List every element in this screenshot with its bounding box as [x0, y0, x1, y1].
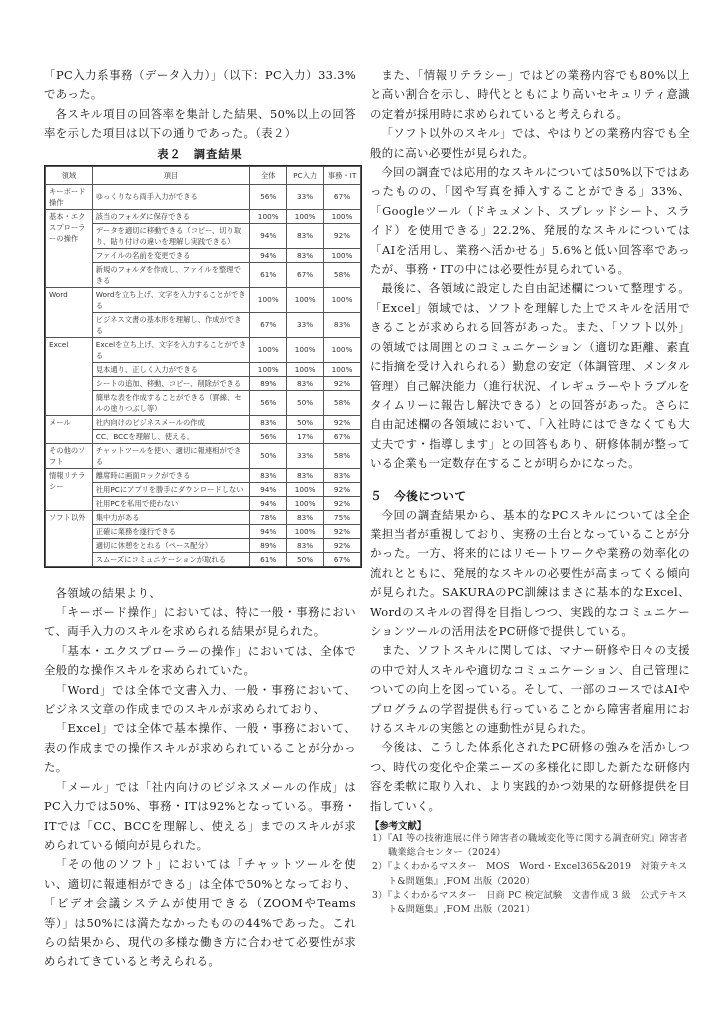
- table-row: [46, 468, 361, 482]
- all-cell: 94%: [250, 496, 287, 510]
- domain-cell: Word: [46, 287, 93, 337]
- office-it-cell: 92%: [324, 538, 361, 552]
- all-cell: 56%: [250, 390, 287, 415]
- item-cell: Wordを立ち上げ、文字を入力することができる: [92, 287, 250, 312]
- table-row: [46, 223, 361, 248]
- header-pc-input: PC入力: [287, 166, 324, 184]
- pc-input-cell: 100%: [287, 482, 324, 496]
- table-row: [46, 287, 361, 312]
- pc-input-cell: 50%: [287, 552, 324, 566]
- body-paragraph: 各領域の結果より、: [55, 585, 162, 600]
- body-paragraph: 「ソフト以外のスキル」では、やはりどの業務内容でも全般的に高い必要性が見られた。: [370, 126, 690, 160]
- pc-input-cell: 83%: [287, 510, 324, 524]
- office-it-cell: 100%: [324, 287, 361, 312]
- table-row: [46, 337, 361, 362]
- item-cell: 社用PCを私用で使わない: [92, 496, 250, 510]
- item-cell: 見本通り、正しく入力ができる: [92, 362, 250, 376]
- all-cell: 61%: [250, 552, 287, 566]
- item-cell: CC、BCCを理解し、使える。: [92, 429, 250, 443]
- item-cell: ゆっくりなら両手入力ができる: [92, 184, 250, 209]
- pc-input-cell: 100%: [287, 287, 324, 312]
- all-cell: 100%: [250, 337, 287, 362]
- table-row: [46, 376, 361, 390]
- all-cell: 83%: [250, 468, 287, 482]
- header-domain: 領域: [46, 166, 93, 184]
- all-cell: 56%: [250, 429, 287, 443]
- all-cell: 78%: [250, 510, 287, 524]
- body-paragraph: 「その他のソフト」においては「チャットツールを使い、適切に報連相ができる」は全体で50%となっており、「ビデオ会議システムが使用できる（ZOOMやTeams等）」は50%には満たなかったものの44%であった。これらの結果から、現代の多様な働き方に合わせて必要性が求められてきていると考えられる。: [44, 857, 356, 969]
- pc-input-cell: 100%: [287, 209, 324, 223]
- references-list: [370, 832, 690, 917]
- all-cell: 100%: [250, 362, 287, 376]
- table-row: [46, 362, 361, 376]
- office-it-cell: 67%: [324, 552, 361, 566]
- intro-paragraph: 各スキル項目の回答率を集計した結果、50%以上の回答率を示した項目は以下の通りであった。（表２）: [44, 106, 356, 141]
- pc-input-cell: 100%: [287, 362, 324, 376]
- item-cell: 離席時に画面ロックができる: [92, 468, 250, 482]
- body-paragraph: 「Word」では全体で文書入力、一般・事務において、ビジネス文章の作成までのスキルが求められており、: [44, 682, 356, 717]
- body-paragraph: 今後は、こうした体系化されたPC研修の強みを活かしつつ、時代の変化や企業ニーズの多様化に即した新たな研修内容を柔軟に取り入れ、より実践的かつ効果的な研修提供を目指していく。: [370, 740, 690, 813]
- right-body-text-b: [370, 506, 690, 817]
- office-it-cell: 92%: [324, 524, 361, 538]
- reference-item: 1）『AI 等の技術進展に伴う障害者の職域変化等に関する調査研究』障害者職業総合センター（2024）: [372, 833, 688, 859]
- table-body: [46, 184, 361, 566]
- all-cell: 100%: [250, 209, 287, 223]
- all-cell: 56%: [250, 184, 287, 209]
- table-row: [46, 482, 361, 496]
- item-cell: 該当のフォルダに保存できる: [92, 209, 250, 223]
- all-cell: 89%: [250, 538, 287, 552]
- item-cell: チャットツールを使い、適切に報連相ができる: [92, 443, 250, 468]
- body-paragraph: 今回の調査結果から、基本的なPCスキルについては全企業担当者が重視しており、実務の土台となっていることが分かった。一方、将来的にはリモートワークや業務の効率化の流れとともに、発展的なスキルの必要性が高まってくる傾向が見られた。SAKURAのPC訓練はまさに基本的なExcel、Wordのスキルの習得を目指しつつ、実践的なコミュニケーションツールの活用法をPC研修で提供している。: [370, 507, 690, 638]
- pc-input-cell: 100%: [287, 337, 324, 362]
- body-paragraph: 「基本・エクスプローラーの操作」においては、全体で全般的な操作スキルを求められていた。: [44, 643, 356, 678]
- item-cell: 正確に業務を遂行できる: [92, 524, 250, 538]
- all-cell: 67%: [250, 312, 287, 337]
- pc-input-cell: 100%: [287, 496, 324, 510]
- domain-cell: 情報リテラシー: [46, 468, 93, 510]
- all-cell: 94%: [250, 482, 287, 496]
- pc-input-cell: 83%: [287, 376, 324, 390]
- left-body-text: [44, 584, 356, 972]
- table-caption: 表２ 調査結果: [157, 147, 243, 161]
- table-header-row: [46, 166, 361, 184]
- item-cell: 新規のフォルダを作成し、ファイルを整理できる: [92, 262, 250, 287]
- item-cell: スムーズにコミュニケーションが取れる: [92, 552, 250, 566]
- all-cell: 89%: [250, 376, 287, 390]
- all-cell: 61%: [250, 262, 287, 287]
- table-row: [46, 209, 361, 223]
- body-paragraph: 今回の調査では応用的なスキルについては50%以下ではあったものの、「図や写真を挿入することができる」33%、「Googleツール（ドキュメント、スプレッドシート、スライド）を使用できる」22.2%、発展的なスキルについては「AIを活用し、業務へ活かせる」5.6%と低い回答率であったが、事務・ITの中には必要性が見られている。: [370, 165, 690, 277]
- domain-cell: ソフト以外: [46, 510, 93, 566]
- header-all: 全体: [250, 166, 287, 184]
- office-it-cell: 92%: [324, 376, 361, 390]
- office-it-cell: 83%: [324, 468, 361, 482]
- item-cell: 集中力がある: [92, 510, 250, 524]
- all-cell: 83%: [250, 415, 287, 429]
- domain-cell: メール: [46, 415, 93, 443]
- table-row: [46, 312, 361, 337]
- left-column: [44, 66, 356, 972]
- table-row: [46, 415, 361, 429]
- office-it-cell: 58%: [324, 390, 361, 415]
- table-row: [46, 443, 361, 468]
- table-row: [46, 552, 361, 566]
- all-cell: 94%: [250, 223, 287, 248]
- header-office-it: 事務・IT: [324, 166, 361, 184]
- domain-cell: キーボード操作: [46, 184, 93, 209]
- table-row: [46, 510, 361, 524]
- pc-input-cell: 50%: [287, 415, 324, 429]
- table-row: [46, 429, 361, 443]
- pc-input-cell: 33%: [287, 184, 324, 209]
- intro-paragraph: 「PC入力系事務（データ入力）」（以下：PC入力）33.3%であった。: [44, 68, 356, 102]
- office-it-cell: 67%: [324, 429, 361, 443]
- item-cell: 適切に休憩をとれる（ペース配分）: [92, 538, 250, 552]
- item-cell: 社用PCにアプリを勝手にダウンロードしない: [92, 482, 250, 496]
- item-cell: ビジネス文書の基本形を理解し、作成ができる: [92, 312, 250, 337]
- pc-input-cell: 83%: [287, 468, 324, 482]
- body-paragraph: 最後に、各領域に設定した自由記述欄について整理する。「Excel」領域では、ソフトを理解した上でスキルを活用できることが求められる回答があった。また、「ソフト以外」の領域では周囲とのコミュニケーション（適切な距離、素直に指摘を受け入れられる）勤怠の安定（体調管理、メンタル管理）自己解決能力（進行状況、イレギュラーやトラブルをタイムリーに報告し解決できる）との回答があった。さらに自由記述欄の各領域において、「入社時にはできなくても大丈夫です・指導します」との回答もあり、研修体制が整っている企業も一定数存在することが明らかになった。: [370, 281, 690, 471]
- pc-input-cell: 17%: [287, 429, 324, 443]
- item-cell: ファイルの名前を変更できる: [92, 248, 250, 262]
- pc-input-cell: 100%: [287, 524, 324, 538]
- all-cell: 100%: [250, 287, 287, 312]
- table-row: [46, 184, 361, 209]
- pc-input-cell: 83%: [287, 538, 324, 552]
- item-cell: 簡単な表を作成することができる（罫線、セルの塗りつぶし等）: [92, 390, 250, 415]
- reference-item: 3）『よくわかるマスター 日商 PC 検定試験 文書作成 3 級 公式テキスト&問題集』,FOM 出版（2021）: [372, 889, 688, 916]
- all-cell: 94%: [250, 524, 287, 538]
- item-cell: データを適切に移動できる（コピー、切り取り、貼り付けの違いを理解し実践できる）: [92, 223, 250, 248]
- office-it-cell: 75%: [324, 510, 361, 524]
- results-table: [45, 166, 361, 567]
- table-row: [46, 538, 361, 552]
- pc-input-cell: 67%: [287, 262, 324, 287]
- all-cell: 50%: [250, 443, 287, 468]
- table-row: [46, 496, 361, 510]
- pc-input-cell: 33%: [287, 443, 324, 468]
- table-row: [46, 262, 361, 287]
- office-it-cell: 100%: [324, 362, 361, 376]
- pc-input-cell: 33%: [287, 312, 324, 337]
- reference-item: 2）『よくわかるマスター MOS Word・Excel365&2019 対策テキスト&問題集』,FOM 出版（2020）: [372, 861, 688, 887]
- table-row: [46, 390, 361, 415]
- office-it-cell: 100%: [324, 248, 361, 262]
- section-heading: ５ 今後について: [370, 488, 467, 503]
- results-table-frame: [44, 165, 362, 568]
- domain-cell: その他のソフト: [46, 443, 93, 468]
- item-cell: 社内向けのビジネスメールの作成: [92, 415, 250, 429]
- domain-cell: Excel: [46, 337, 93, 415]
- right-column: [370, 66, 690, 917]
- references-title: 【参考文献】: [370, 821, 427, 833]
- table-row: [46, 248, 361, 262]
- office-it-cell: 58%: [324, 443, 361, 468]
- office-it-cell: 92%: [324, 223, 361, 248]
- all-cell: 94%: [250, 248, 287, 262]
- office-it-cell: 83%: [324, 312, 361, 337]
- body-paragraph: また、「情報リテラシー」ではどの業務内容でも80%以上と高い割合を示し、時代とともにより高いセキュリティ意識の定着が採用時に求められていると考えられる。: [370, 68, 690, 121]
- item-cell: Excelを立ち上げ、文字を入力することができる: [92, 337, 250, 362]
- table-row: [46, 524, 361, 538]
- pc-input-cell: 83%: [287, 223, 324, 248]
- pc-input-cell: 83%: [287, 248, 324, 262]
- body-paragraph: また、ソフトスキルに関しては、マナー研修や日々の支援の中で対人スキルや適切なコミュニケーション、自己管理についての向上を図っている。そして、一部のコースではAIやプログラムの学習提供も行っていることから障害者雇用におけるスキルの実態との連動性が見られた。: [370, 643, 690, 735]
- right-body-text-a: [370, 66, 690, 474]
- item-cell: シートの追加、移動、コピー、削除ができる: [92, 376, 250, 390]
- office-it-cell: 58%: [324, 262, 361, 287]
- body-paragraph: 「Excel」では全体で基本操作、一般・事務において、表の作成までの操作スキルが求められていることが分かった。: [44, 721, 356, 775]
- office-it-cell: 67%: [324, 184, 361, 209]
- office-it-cell: 92%: [324, 415, 361, 429]
- office-it-cell: 100%: [324, 337, 361, 362]
- domain-cell: 基本・エクスプローラーの操作: [46, 209, 93, 287]
- body-paragraph: 「キーボード操作」においては、特に一般・事務において、両手入力のスキルを求められる結果が見られた。: [44, 605, 356, 639]
- office-it-cell: 92%: [324, 482, 361, 496]
- pc-input-cell: 50%: [287, 390, 324, 415]
- body-paragraph: 「メール」では「社内向けのビジネスメールの作成」はPC入力では50%、事務・ITは92%となっている。事務・ITでは「CC、BCCを理解し、使える」までのスキルが求められている傾向が見られた。: [44, 779, 356, 852]
- header-item: 項目: [92, 166, 250, 184]
- office-it-cell: 100%: [324, 209, 361, 223]
- office-it-cell: 92%: [324, 496, 361, 510]
